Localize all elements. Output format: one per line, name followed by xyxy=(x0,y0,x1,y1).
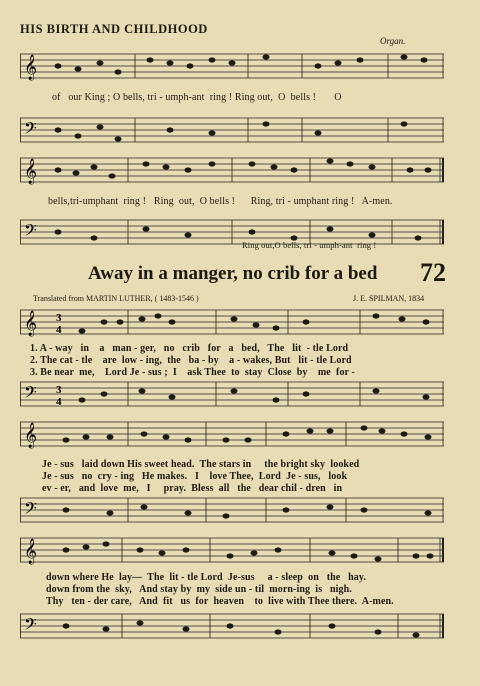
prev-lyric-line-2: bells,tri-umphant ring ! Ring out, O bells ! Ring, tri - umphant ring ! A-men. xyxy=(48,196,393,207)
hymn-verse-2-line-1: 2. The cat - tle are low - ing, the ba - by a - wakes, But lit - tle Lord xyxy=(30,355,352,366)
hymn-verse-2-line-2: Je - sus no cry - ing He makes. I love Thee, Lord Je - sus, look xyxy=(42,471,348,482)
svg-text:4: 4 xyxy=(56,396,62,408)
svg-text:𝄞: 𝄞 xyxy=(24,539,38,564)
hymn-treble-staff-2 xyxy=(20,416,444,452)
svg-text:𝄞: 𝄞 xyxy=(24,55,38,80)
svg-text:𝄢: 𝄢 xyxy=(24,118,37,142)
hymn-number: 72 xyxy=(420,258,446,287)
prev-treble-staff-1 xyxy=(20,48,444,86)
hymn-bass-staff-1 xyxy=(20,378,444,412)
hymn-verse-3-line-3: Thy ten - der care, And fit us for heaven to live with Thee there. A-men. xyxy=(46,596,394,607)
svg-text:3: 3 xyxy=(56,384,62,396)
hymn-treble-staff-3 xyxy=(20,532,444,568)
prev-bass-staff-2 xyxy=(20,214,444,250)
svg-text:𝄢: 𝄢 xyxy=(24,498,37,522)
hymn-verse-3-line-1: 3. Be near me, Lord Je - sus ; I ask Thee to stay Close by me for - xyxy=(30,367,355,378)
prev-lyric-line-3: Ring out,O bells, tri - umph-ant ring ! xyxy=(242,240,377,250)
svg-text:𝄞: 𝄞 xyxy=(24,311,38,336)
composer-credit: J. E. SPILMAN, 1834 xyxy=(353,294,425,303)
running-head: HIS BIRTH AND CHILDHOOD xyxy=(20,22,208,36)
hymn-treble-staff-1 xyxy=(20,304,444,340)
prev-bass-staff-1 xyxy=(20,110,444,148)
svg-text:𝄢: 𝄢 xyxy=(24,382,37,406)
hymn-bass-staff-3 xyxy=(20,608,444,648)
hymn-bass-staff-2 xyxy=(20,494,444,528)
hymn-title: Away in a manger, no crib for a bed xyxy=(88,263,378,284)
svg-text:4: 4 xyxy=(56,324,62,336)
hymn-verse-1-line-3: down where He lay— The lit - tle Lord Je-sus a - sleep on the hay. xyxy=(46,572,367,583)
prev-treble-staff-2 xyxy=(20,152,444,190)
svg-text:𝄢: 𝄢 xyxy=(24,220,37,244)
hymn-verse-1-line-1: 1. A - way in a man - ger, no crib for a bed, The lit - tle Lord xyxy=(30,343,349,354)
organ-label: Organ. xyxy=(380,36,406,46)
svg-text:𝄞: 𝄞 xyxy=(24,159,38,184)
hymn-verse-2-line-3: down from the sky, And stay by my side un - til morn-ing is nigh. xyxy=(46,584,352,595)
svg-text:3: 3 xyxy=(56,312,62,324)
prev-lyric-line-1: of our King ; O bells, tri - umph-ant ring ! Ring out, O bells ! O xyxy=(52,92,342,103)
hymn-verse-1-line-2: Je - sus laid down His sweet head. The stars in the bright sky looked xyxy=(42,459,360,470)
hymn-verse-3-line-2: ev - er, and love me, I pray. Bless all the dear chil - dren in xyxy=(42,483,343,494)
svg-text:𝄞: 𝄞 xyxy=(24,423,38,448)
translator-credit: Translated from MARTIN LUTHER, ( 1483-1546 ) xyxy=(33,294,199,303)
svg-text:𝄢: 𝄢 xyxy=(24,614,37,638)
